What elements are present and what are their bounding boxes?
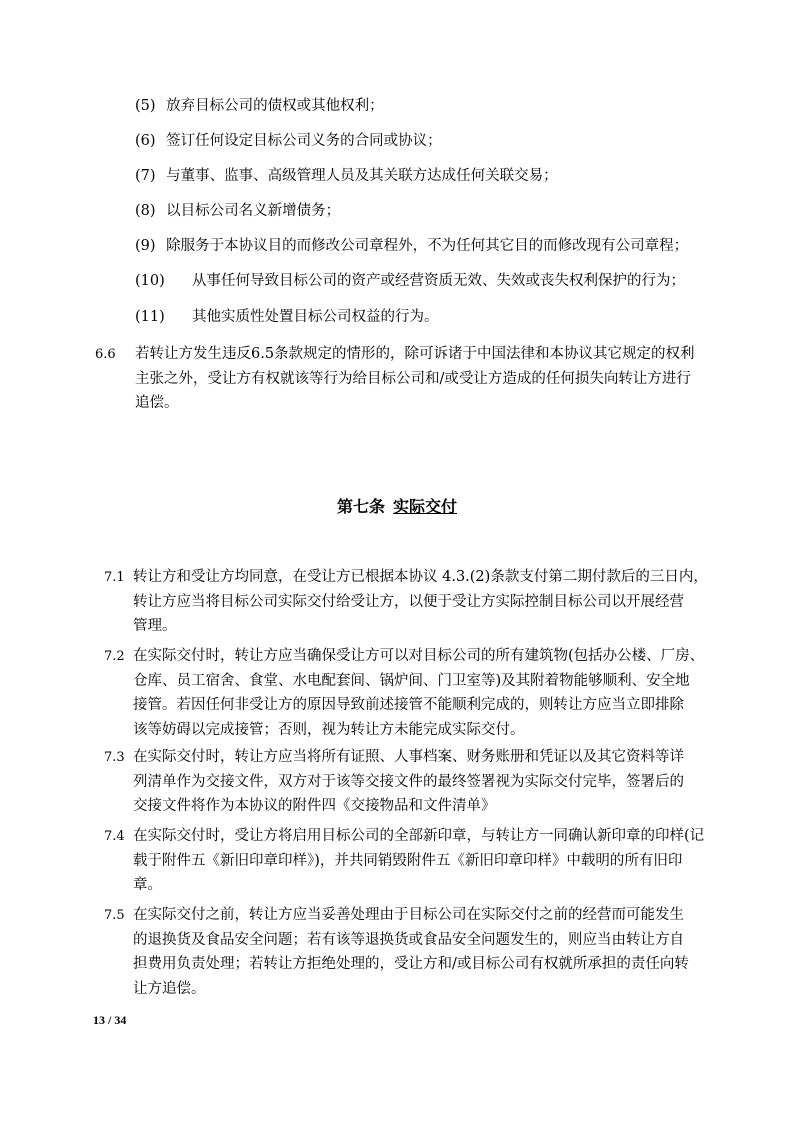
item-number: (5) [135, 98, 156, 114]
item-number: (7) [135, 168, 156, 184]
list-item [135, 271, 685, 291]
clause-text [133, 903, 689, 1001]
clause-line: 担费用负责处理；若转让方拒绝处理的，受让方和/或目标公司有权就所承担的责任向转 [133, 956, 689, 972]
clause-line: 交接文件将作为本协议的附件四《交接物品和文件清单》 [133, 798, 496, 814]
clause-line: 在实际交付之前，转让方应当妥善处理由于目标公司在实际交付之前的经营而可能发生 [133, 907, 684, 923]
clause-number: 7.4 [104, 829, 125, 844]
item-number: (8) [135, 203, 156, 219]
list-item [135, 166, 558, 186]
item-number: (6) [135, 133, 156, 149]
clause-line: 接管。若因任何非受让方的原因导致前述接管不能顺利完成的，则转让方应当立即排除 [133, 697, 684, 713]
clause-number: 6.6 [95, 347, 116, 362]
item-number: (9) [135, 238, 156, 254]
clause-number: 7.1 [104, 570, 125, 585]
clause-line: 转让方和受让方均同意，在受让方已根据本协议 4.3.(2)条款支付第二期付款后的三日内， [133, 569, 708, 585]
article-number: 第七条 [336, 497, 385, 516]
clause-line: 在实际交付时，转让方应当将所有证照、人事档案、财务账册和凭证以及其它资料等详 [133, 749, 684, 765]
clause-text [133, 745, 684, 819]
clause-text [133, 565, 708, 639]
list-item [135, 236, 688, 256]
list-item [135, 307, 439, 327]
page-number: 13 / 34 [93, 1013, 127, 1027]
clause-line: 若转让方发生违反6.5条款规定的情形的，除可诉诸于中国法律和本协议其它规定的权利 [135, 346, 695, 362]
clause-text [133, 644, 704, 742]
clause-line: 的退换货及食品安全问题；若有该等退换货或食品安全问题发生的，则应当由转让方自 [133, 931, 684, 948]
clause-text [133, 824, 704, 898]
clause-6-6-text [135, 342, 695, 416]
clause-line: 载于附件五《新旧印章印样》)，并共同销毁附件五《新旧印章印样》中载明的所有旧印 [133, 852, 683, 869]
item-text: 与董事、监事、高级管理人员及其关联方达成任何关联交易； [166, 168, 558, 184]
clause-number: 7.5 [104, 908, 125, 923]
clause-line: 转让方应当将目标公司实际交付给受让方，以便于受让方实际控制目标公司以开展经营 [133, 593, 684, 610]
list-item [135, 96, 384, 116]
clause-number: 7.3 [104, 750, 125, 765]
item-text: 其他实质性处置目标公司权益的行为。 [192, 309, 439, 325]
clause-line: 让方追偿。 [133, 980, 206, 997]
list-item [135, 201, 340, 221]
clause-line: 追偿。 [135, 395, 179, 411]
item-text: 以目标公司名义新增债务； [166, 203, 341, 219]
clause-line: 在实际交付时，转让方应当确保受让方可以对目标公司的所有建筑物(包括办公楼、厂房、 [133, 648, 705, 664]
clause-line: 该等妨碍以完成接管；否则，视为转让方未能完成实际交付。 [133, 721, 525, 738]
item-text: 除服务于本协议目的而修改公司章程外，不为任何其它目的而修改现有公司章程； [166, 238, 689, 254]
item-text: 放弃目标公司的债权或其他权利； [166, 98, 384, 114]
clause-line: 主张之外，受让方有权就该等行为给目标公司和/或受让方造成的任何损失向转让方进行 [135, 370, 691, 387]
item-number: (11) [135, 309, 165, 325]
clause-line: 仓库、员工宿舍、食堂、水电配套间、锅炉间、门卫室等)及其附着物能够顺利、安全地 [133, 672, 690, 689]
article-title: 实际交付 [393, 497, 458, 516]
clause-line: 在实际交付时，受让方将启用目标公司的全部新印章，与转让方一同确认新印章的印样(记 [133, 828, 705, 844]
clause-number: 7.2 [104, 649, 125, 664]
article-heading [0, 495, 794, 519]
clause-line: 章。 [133, 877, 162, 893]
list-item [135, 131, 442, 151]
clause-line: 列清单作为交接文件，双方对于该等交接文件的最终签署视为实际交付完毕，签署后的 [133, 773, 684, 790]
item-text: 从事任何导致目标公司的资产或经营资质无效、失效或丧失权利保护的行为； [192, 273, 685, 289]
clause-line: 管理。 [133, 618, 177, 634]
item-text: 签订任何设定目标公司义务的合同或协议； [166, 133, 442, 149]
item-number: (10) [135, 273, 165, 289]
